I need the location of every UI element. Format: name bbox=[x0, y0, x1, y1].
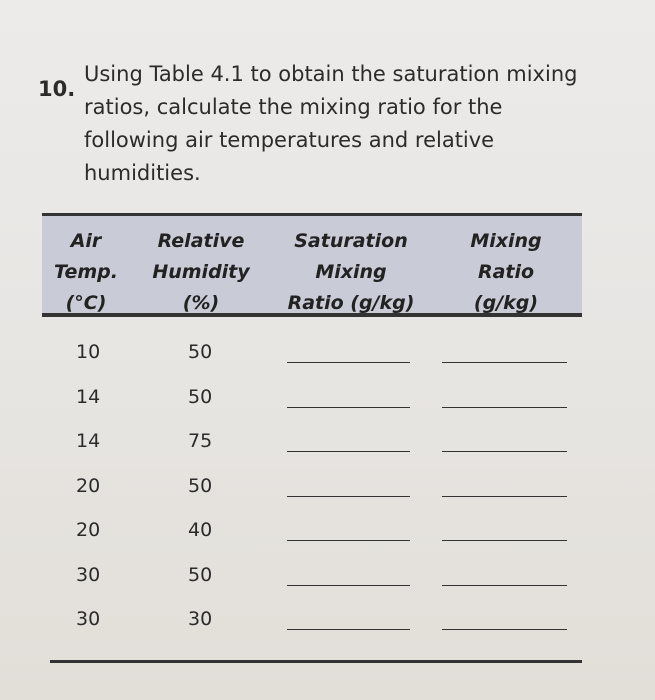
question-10 bbox=[38, 58, 598, 190]
temp-cell: 10 bbox=[76, 341, 101, 363]
saturation-blank bbox=[287, 496, 410, 497]
humidity-cell: 40 bbox=[188, 519, 213, 541]
table-row bbox=[42, 463, 582, 508]
temp-cell: 20 bbox=[76, 474, 101, 497]
saturation-blank bbox=[287, 540, 410, 541]
saturation-blank bbox=[287, 451, 410, 452]
mixing-ratio-blank bbox=[442, 496, 567, 497]
question-number: 10. bbox=[38, 77, 76, 101]
table-header bbox=[42, 213, 582, 317]
header-air-temp: Air Temp. (°C) bbox=[53, 230, 118, 314]
header-relative-humidity: Relative Humidity (%) bbox=[152, 230, 250, 314]
table-body bbox=[42, 317, 582, 641]
temp-cell: 20 bbox=[76, 519, 101, 541]
table-row bbox=[42, 507, 582, 552]
temp-cell: 30 bbox=[76, 608, 101, 630]
humidity-cell: 50 bbox=[188, 563, 213, 586]
table-row bbox=[42, 374, 582, 419]
table-row bbox=[42, 596, 582, 641]
question-line: humidities. bbox=[84, 161, 201, 185]
table-bottom-rule bbox=[50, 660, 582, 663]
saturation-blank bbox=[287, 585, 410, 586]
header-saturation-mixing-ratio: Saturation Mixing Ratio (g/kg) bbox=[287, 230, 415, 314]
mixing-ratio-blank bbox=[442, 451, 567, 452]
mixing-ratio-blank bbox=[442, 362, 567, 363]
saturation-blank bbox=[287, 407, 410, 408]
temp-cell: 30 bbox=[76, 563, 101, 586]
humidity-cell: 30 bbox=[188, 608, 213, 630]
mixing-ratio-table bbox=[42, 213, 582, 641]
saturation-blank bbox=[287, 362, 410, 363]
humidity-cell: 75 bbox=[188, 430, 213, 452]
question-text bbox=[84, 58, 598, 190]
header-mixing-ratio: Mixing Ratio (g/kg) bbox=[470, 230, 542, 314]
humidity-cell: 50 bbox=[188, 341, 213, 363]
mixing-ratio-blank bbox=[442, 407, 567, 408]
question-line: ratios, calculate the mixing ratio for the bbox=[84, 95, 503, 119]
mixing-ratio-blank bbox=[442, 585, 567, 586]
table-row bbox=[42, 329, 582, 374]
table-row bbox=[42, 418, 582, 463]
mixing-ratio-blank bbox=[442, 629, 567, 630]
mixing-ratio-blank bbox=[442, 540, 567, 541]
question-line: Using Table 4.1 to obtain the saturation mixing bbox=[84, 62, 578, 86]
saturation-blank bbox=[287, 629, 410, 630]
temp-cell: 14 bbox=[76, 430, 101, 452]
humidity-cell: 50 bbox=[188, 385, 213, 408]
table-row bbox=[42, 552, 582, 597]
question-line: following air temperatures and relative bbox=[84, 128, 495, 152]
temp-cell: 14 bbox=[76, 385, 101, 408]
humidity-cell: 50 bbox=[188, 474, 213, 497]
